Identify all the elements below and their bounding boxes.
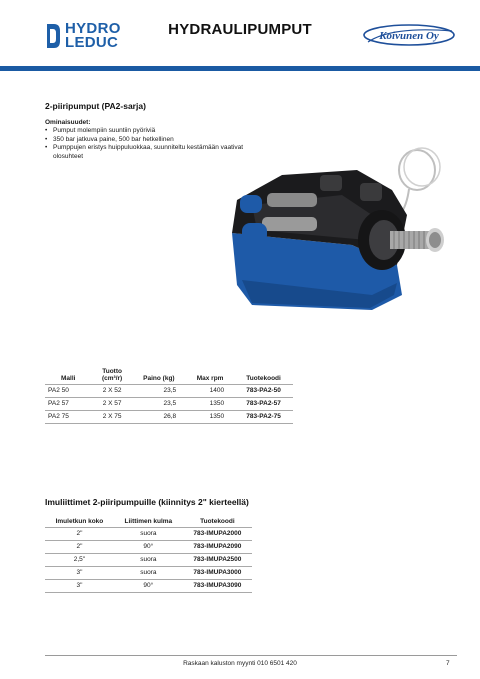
cell-product-code: 783-PA2-50	[234, 384, 293, 397]
cell-product-code: 783-PA2-75	[234, 410, 293, 423]
table-row	[45, 384, 293, 397]
table-row	[45, 553, 252, 566]
cell-angle: suora	[114, 527, 183, 540]
page-number: 7	[446, 660, 450, 667]
column-header: Paino (kg)	[132, 362, 186, 384]
cell-model: PA2 75	[45, 410, 93, 423]
cell-max-rpm: 1400	[186, 384, 234, 397]
table-row	[45, 579, 252, 592]
cell-model: PA2 50	[45, 384, 93, 397]
cell-product-code: 783-IMUPA2000	[183, 527, 252, 540]
column-header: Tuotekoodi	[234, 362, 293, 384]
cell-hose-size: 2"	[45, 527, 114, 540]
cell-product-code: 783-IMUPA3000	[183, 566, 252, 579]
koivunen-logo-text: Koivunen Oy	[379, 30, 439, 42]
logo-line2: LEDUC	[65, 34, 119, 51]
feature-item: • Pumput molempiin suuntiin pyöriviä	[45, 127, 260, 136]
cell-max-rpm: 1350	[186, 410, 234, 423]
header-rule	[0, 66, 480, 71]
page-title: HYDRAULIPUMPUT	[168, 21, 312, 38]
cell-weight: 26,8	[132, 410, 186, 423]
cell-angle: suora	[114, 553, 183, 566]
table-row	[45, 540, 252, 553]
cell-product-code: 783-IMUPA2500	[183, 553, 252, 566]
table-row	[45, 527, 252, 540]
cell-output: 2 X 52	[93, 384, 132, 397]
pump-models-table	[45, 362, 293, 424]
table-header-row	[45, 362, 293, 384]
table-row	[45, 410, 293, 423]
cell-model: PA2 57	[45, 397, 93, 410]
table-header-row	[45, 511, 252, 527]
features-heading: Ominaisuudet:	[45, 119, 91, 126]
section2-title: Imuliittimet 2-piiripumpuille (kiinnitys 2" kierteellä)	[45, 497, 249, 507]
feature-item: • Pumppujen eristys huippuluokkaa, suunniteltu kestämään vaativat olosuhteet	[45, 144, 260, 161]
cell-product-code: 783-PA2-57	[234, 397, 293, 410]
column-header: Liittimen kulma	[114, 511, 183, 527]
cell-output: 2 X 57	[93, 397, 132, 410]
table-row	[45, 397, 293, 410]
cell-product-code: 783-IMUPA3090	[183, 579, 252, 592]
cell-weight: 23,5	[132, 384, 186, 397]
cell-max-rpm: 1350	[186, 397, 234, 410]
column-header: Tuotekoodi	[183, 511, 252, 527]
footer-rule	[45, 655, 457, 656]
cell-angle: 90°	[114, 579, 183, 592]
koivunen-logo	[362, 22, 457, 48]
cell-hose-size: 2,5"	[45, 553, 114, 566]
section1-title: 2-piiripumput (PA2-sarja)	[45, 101, 146, 111]
column-header-line: (cm³/r)	[102, 374, 123, 382]
cell-angle: 90°	[114, 540, 183, 553]
cell-output: 2 X 75	[93, 410, 132, 423]
cell-hose-size: 3"	[45, 566, 114, 579]
cell-angle: suora	[114, 566, 183, 579]
footer-contact: Raskaan kaluston myynti 010 6501 420	[183, 660, 297, 667]
cell-product-code: 783-IMUPA2090	[183, 540, 252, 553]
logo-line1: HYDRO	[65, 20, 121, 37]
cell-hose-size: 2"	[45, 540, 114, 553]
cell-hose-size: 3"	[45, 579, 114, 592]
column-header	[93, 362, 132, 384]
column-header-line: Tuotto	[102, 367, 122, 375]
cell-weight: 23,5	[132, 397, 186, 410]
feature-item: • 350 bar jatkuva paine, 500 bar hetkellinen	[45, 136, 260, 145]
table-row	[45, 566, 252, 579]
column-header: Max rpm	[186, 362, 234, 384]
pump-image	[222, 145, 467, 325]
column-header: Malli	[45, 362, 93, 384]
column-header: Imuletkun koko	[45, 511, 114, 527]
suction-fittings-table	[45, 511, 252, 593]
